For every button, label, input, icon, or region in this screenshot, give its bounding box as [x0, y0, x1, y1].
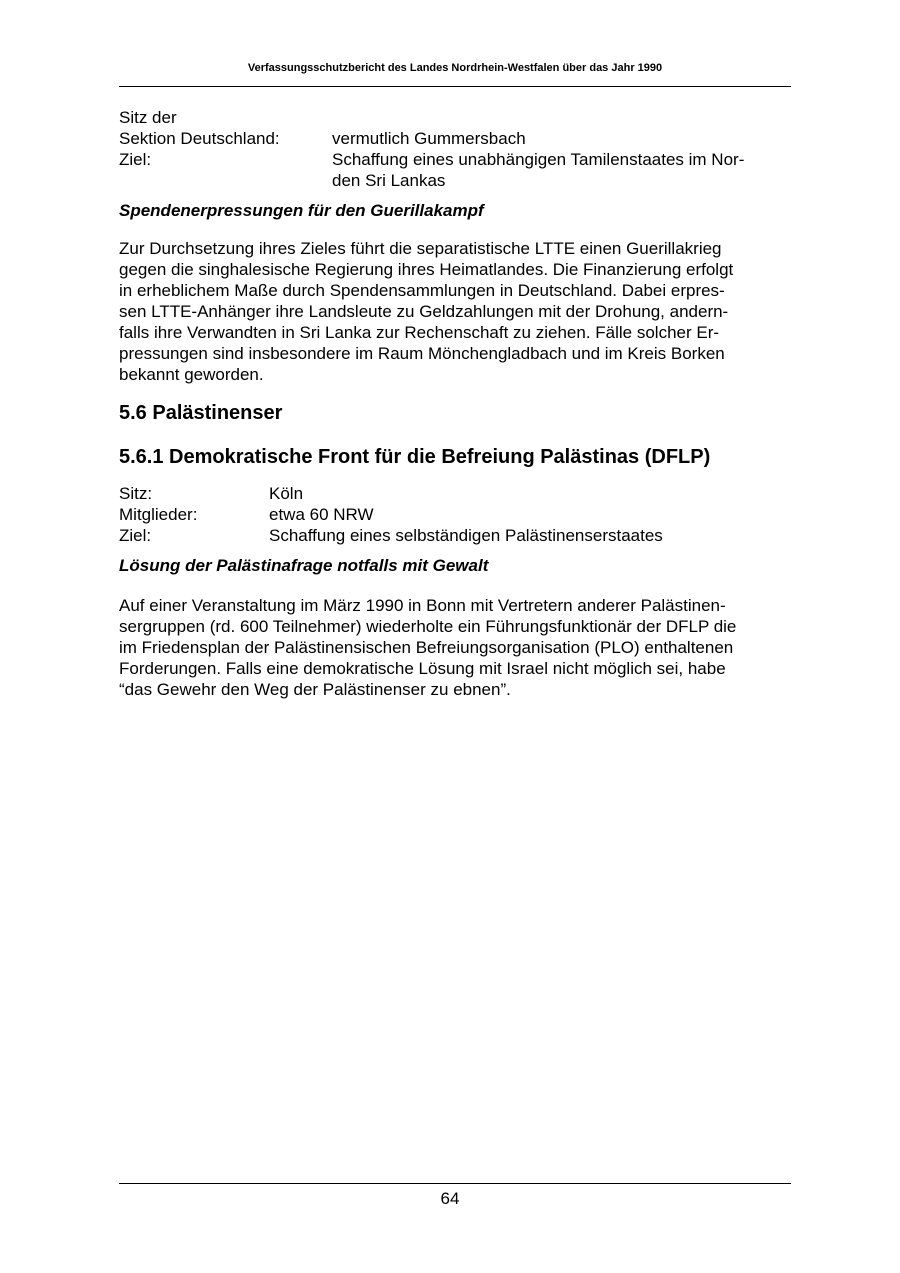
subheading-spendenerpressungen: Spendenerpressungen für den Guerillakampf	[119, 201, 484, 220]
dflp-info-label: Mitglieder:	[119, 505, 198, 524]
paragraph-line: im Friedensplan der Palästinensischen Befreiungsorganisation (PLO) enthaltenen	[119, 638, 734, 657]
paragraph-line: Auf einer Veranstaltung im März 1990 in Bonn mit Vertretern anderer Palästinen-	[119, 596, 726, 615]
page-number: 64	[440, 1189, 460, 1208]
sitz-label-line1: Sitz der	[119, 108, 177, 127]
paragraph-ltte	[119, 238, 779, 385]
dflp-info-label: Sitz:	[119, 484, 153, 503]
ziel-label: Ziel:	[119, 150, 152, 169]
paragraph-line: Zur Durchsetzung ihres Zieles führt die separatistische LTTE einen Guerillakrieg	[119, 239, 722, 258]
subsection-heading: 5.6.1 Demokratische Front für die Befreiung Palästinas (DFLP)	[119, 446, 711, 468]
section-heading: 5.6 Palästinenser	[119, 402, 283, 424]
sitz-value: vermutlich Gummersbach	[332, 129, 526, 148]
paragraph-line: falls ihre Verwandten in Sri Lanka zur Rechenschaft zu ziehen. Fälle solcher Er-	[119, 323, 720, 342]
dflp-info-block	[119, 483, 779, 546]
subheading-loesung: Lösung der Palästinafrage notfalls mit Gewalt	[119, 556, 489, 575]
dflp-info-row	[119, 483, 779, 504]
ltte-info-block	[119, 107, 779, 191]
dflp-info-value: Schaffung eines selbständigen Palästinenserstaates	[269, 526, 663, 545]
ziel-value: Schaffung eines unabhängigen Tamilenstaates im Nor-	[332, 150, 745, 169]
dflp-info-label: Ziel:	[119, 526, 152, 545]
paragraph-line: sen LTTE-Anhänger ihre Landsleute zu Geldzahlungen mit der Drohung, andern-	[119, 302, 729, 321]
dflp-info-value: etwa 60 NRW	[269, 505, 374, 524]
running-header: Verfassungsschutzbericht des Landes Nordrhein-Westfalen über das Jahr 1990	[247, 62, 663, 74]
ziel-value-cont: den Sri Lankas	[332, 171, 446, 190]
ziel-row-cont	[119, 170, 779, 191]
paragraph-line: “das Gewehr den Weg der Palästinenser zu ebnen”.	[119, 680, 511, 699]
paragraph-line: pressungen sind insbesondere im Raum Mönchengladbach und im Kreis Borken	[119, 344, 725, 363]
paragraph-line: sergruppen (rd. 600 Teilnehmer) wiederholte ein Führungsfunktionär der DFLP die	[119, 617, 737, 636]
ziel-row	[119, 149, 779, 170]
paragraph-dflp	[119, 595, 779, 700]
paragraph-line: bekannt geworden.	[119, 365, 264, 384]
dflp-info-row	[119, 525, 779, 546]
header-rule	[119, 86, 791, 87]
paragraph-line: gegen die singhalesische Regierung ihres Heimatlandes. Die Finanzierung erfolgt	[119, 260, 734, 279]
dflp-info-value: Köln	[269, 484, 304, 503]
footer-rule	[119, 1183, 791, 1184]
paragraph-line: in erheblichem Maße durch Spendensammlungen in Deutschland. Dabei erpres-	[119, 281, 725, 300]
paragraph-line: Forderungen. Falls eine demokratische Lösung mit Israel nicht möglich sei, habe	[119, 659, 726, 678]
dflp-info-row	[119, 504, 779, 525]
sitz-label: Sektion Deutschland:	[119, 129, 280, 148]
sitz-row	[119, 128, 779, 149]
